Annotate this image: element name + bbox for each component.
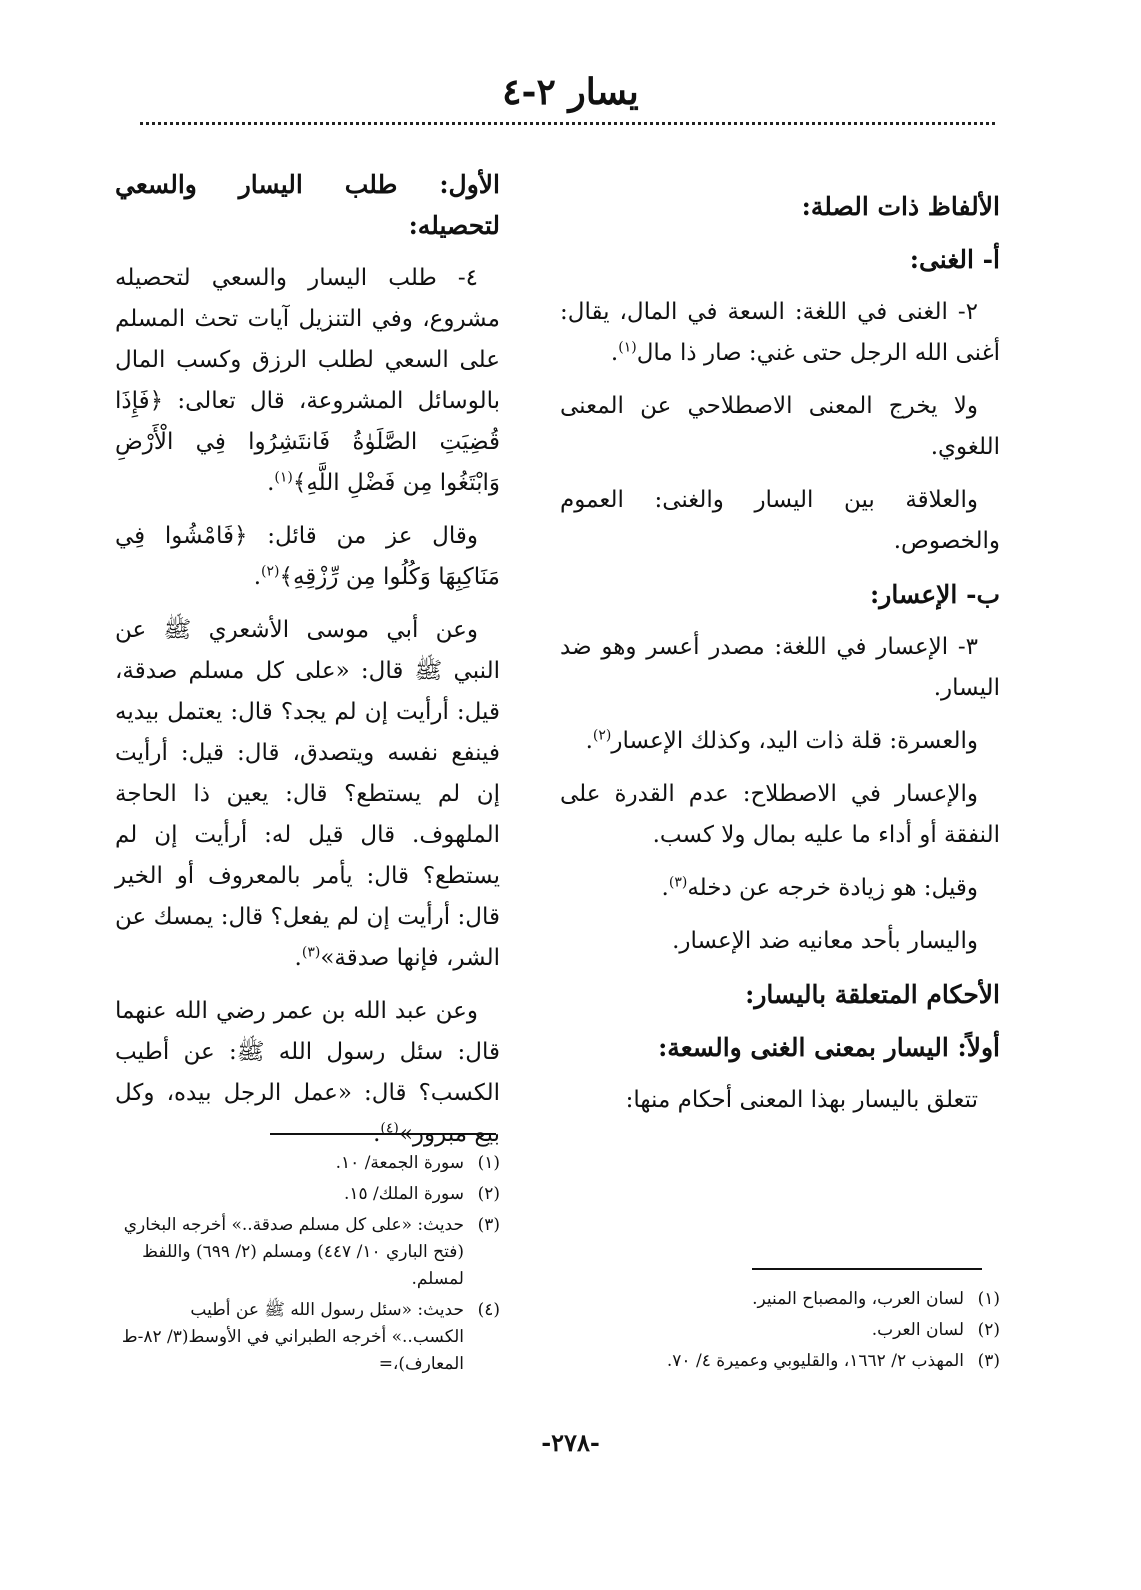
paragraph-text: ٣- الإعسار في اللغة: مصدر أعسر وهو ضد اليسار. (560, 634, 1000, 701)
paragraph-text: تتعلق باليسار بهذا المعنى أحكام منها: (625, 1087, 978, 1113)
footnote-text: لسان العرب. (871, 1320, 964, 1340)
section-heading (560, 239, 1000, 280)
paragraph-text: الألفاظ ذات الصلة: (801, 192, 1000, 221)
paragraph (560, 292, 1000, 374)
footnote (560, 1348, 1000, 1375)
paragraph-text: واليسار بأحد معانيه ضد الإعسار. (672, 928, 978, 954)
paragraph (560, 721, 1000, 762)
section-heading (115, 164, 500, 246)
footnote-number: (١) (477, 1153, 500, 1173)
footnote (115, 1297, 500, 1378)
footnote (560, 1286, 1000, 1313)
paragraph-text: أ- الغنى: (909, 245, 1000, 274)
paragraph-tail: . (373, 1121, 381, 1147)
footnote-rule-left (270, 1133, 496, 1135)
section-heading (560, 1027, 1000, 1068)
paragraph-tail: . (610, 340, 619, 366)
paragraph-text: ٤- طلب اليسار والسعي لتحصيله مشروع، وفي التنزيل آيات تحث المسلم على السعي لطلب الرزق وكسب المال بالوسائل المشروعة، قال تعالى: ﴿فَإِذَا قُضِيَتِ الصَّلَوٰةُ فَانتَشِرُوا فِي الْأَرْضِ وَابْتَغُوا مِن فَضْلِ اللَّهِ﴾ (115, 265, 500, 496)
footnote-ref: (٢) (261, 563, 280, 580)
left-column (115, 160, 500, 1167)
footnote-ref: (٤) (380, 1120, 399, 1137)
footnote-text: حديث: «سئل رسول الله ﷺ عن أطيب الكسب..» أخرجه الطبراني في الأوسط(٣/ ٨٢-ط المعارف)،= (121, 1300, 464, 1374)
footnote-text: المهذب ٢/ ١٦٦٢، والقليوبي وعميرة ٤/ ٧٠. (666, 1351, 964, 1371)
paragraph-text: وعن عبد الله بن عمر رضي الله عنهما قال: سئل رسول الله ﷺ: عن أطيب الكسب؟ قال: «عمل الرجل بيده، وكل بيع مبرور» (115, 998, 500, 1147)
footnote (115, 1212, 500, 1293)
footnote-ref: (٣) (668, 874, 688, 891)
paragraph-text: وقيل: هو زيادة خرجه عن دخله (687, 875, 978, 901)
footnote-ref: (٣) (301, 944, 321, 961)
section-heading (560, 574, 1000, 615)
paragraph (115, 258, 500, 504)
footnote-number: (٣) (477, 1215, 500, 1235)
footnote-number: (٣) (977, 1351, 1000, 1371)
paragraph (115, 991, 500, 1155)
footnote-text: سورة الجمعة/ ١٠. (335, 1153, 464, 1173)
paragraph-text: ٢- الغنى في اللغة: السعة في المال، يقال: أغنى الله الرجل حتى غني: صار ذا مال (560, 299, 1000, 366)
footnotes-left (115, 1150, 500, 1382)
footnote (115, 1181, 500, 1208)
paragraph-text: الأحكام المتعلقة باليسار: (745, 980, 1000, 1009)
paragraph (115, 610, 500, 979)
footnote-text: سورة الملك/ ١٥. (343, 1184, 464, 1204)
page-header-title: يسار ٢-٤ (502, 71, 639, 113)
footnote-text: حديث: «على كل مسلم صدقة..» أخرجه البخاري (فتح الباري ١٠/ ٤٤٧) ومسلم (٢/ ٦٩٩) واللفظ لمسلم. (123, 1215, 464, 1289)
paragraph (560, 1080, 1000, 1121)
paragraph (560, 480, 1000, 562)
paragraph-text: الأول: طلب اليسار والسعي لتحصيله: (115, 170, 500, 240)
paragraph (115, 516, 500, 598)
paragraph-text: والعلاقة بين اليسار والغنى: العموم والخصوص. (560, 487, 1000, 554)
footnote-ref: (١) (274, 469, 293, 486)
footnote-number: (٢) (477, 1184, 500, 1204)
paragraph-text: والإعسار في الاصطلاح: عدم القدرة على النفقة أو أداء ما عليه بمال ولا كسب. (560, 781, 1000, 848)
footnote-text: لسان العرب، والمصباح المنير. (752, 1289, 964, 1309)
section-heading (560, 974, 1000, 1015)
paragraph-text: أولاً: اليسار بمعنى الغنى والسعة: (658, 1033, 1000, 1062)
paragraph (560, 386, 1000, 468)
paragraph-tail: . (661, 875, 669, 901)
paragraph-tail: . (267, 470, 275, 496)
paragraph-tail: . (585, 728, 593, 754)
paragraph-tail: . (294, 945, 302, 971)
paragraph (560, 774, 1000, 856)
paragraph-text: وقال عز من قائل: ﴿فَامْشُوا فِي مَنَاكِبِهَا وَكُلُوا مِن رِّزْقِهِ﴾ (115, 523, 500, 590)
paragraph-tail: . (253, 564, 262, 590)
footnote (115, 1150, 500, 1177)
footnote-rule-right (752, 1268, 982, 1270)
page-number: -٢٧٨- (541, 1428, 600, 1457)
footnote-number: (١) (977, 1289, 1000, 1309)
footnotes-right (560, 1286, 1000, 1379)
footnote-ref: (١) (618, 339, 637, 356)
paragraph (560, 921, 1000, 962)
paragraph (560, 868, 1000, 909)
paragraph (560, 627, 1000, 709)
footnote-ref: (٢) (592, 727, 612, 744)
paragraph-text: والعسرة: قلة ذات اليد، وكذلك الإعسار (611, 728, 978, 754)
footnote-number: (٤) (477, 1300, 500, 1320)
paragraph-text: ب- الإعسار: (870, 580, 1000, 609)
footnote (560, 1317, 1000, 1344)
paragraph-text: وعن أبي موسى الأشعري ﷺ عن النبي ﷺ قال: «على كل مسلم صدقة، قيل: أرأيت إن لم يجد؟ قال: يعتمل بيديه فينفع نفسه ويتصدق، قال: قيل: أرأيت إن لم يستطع؟ قال: يعين ذا الحاجة الملهوف. قال قيل له: أرأيت إن لم يستطع؟ قال: يأمر بالمعروف أو الخير قال: أرأيت إن لم يفعل؟ قال: يمسك عن الشر، فإنها صدقة» (115, 617, 500, 971)
footnote-number: (٢) (977, 1320, 1000, 1340)
header-dotted-rule (140, 122, 995, 125)
paragraph-text: ولا يخرج المعنى الاصطلاحي عن المعنى اللغوي. (560, 393, 1000, 460)
section-heading (560, 186, 1000, 227)
right-column (560, 182, 1000, 1133)
